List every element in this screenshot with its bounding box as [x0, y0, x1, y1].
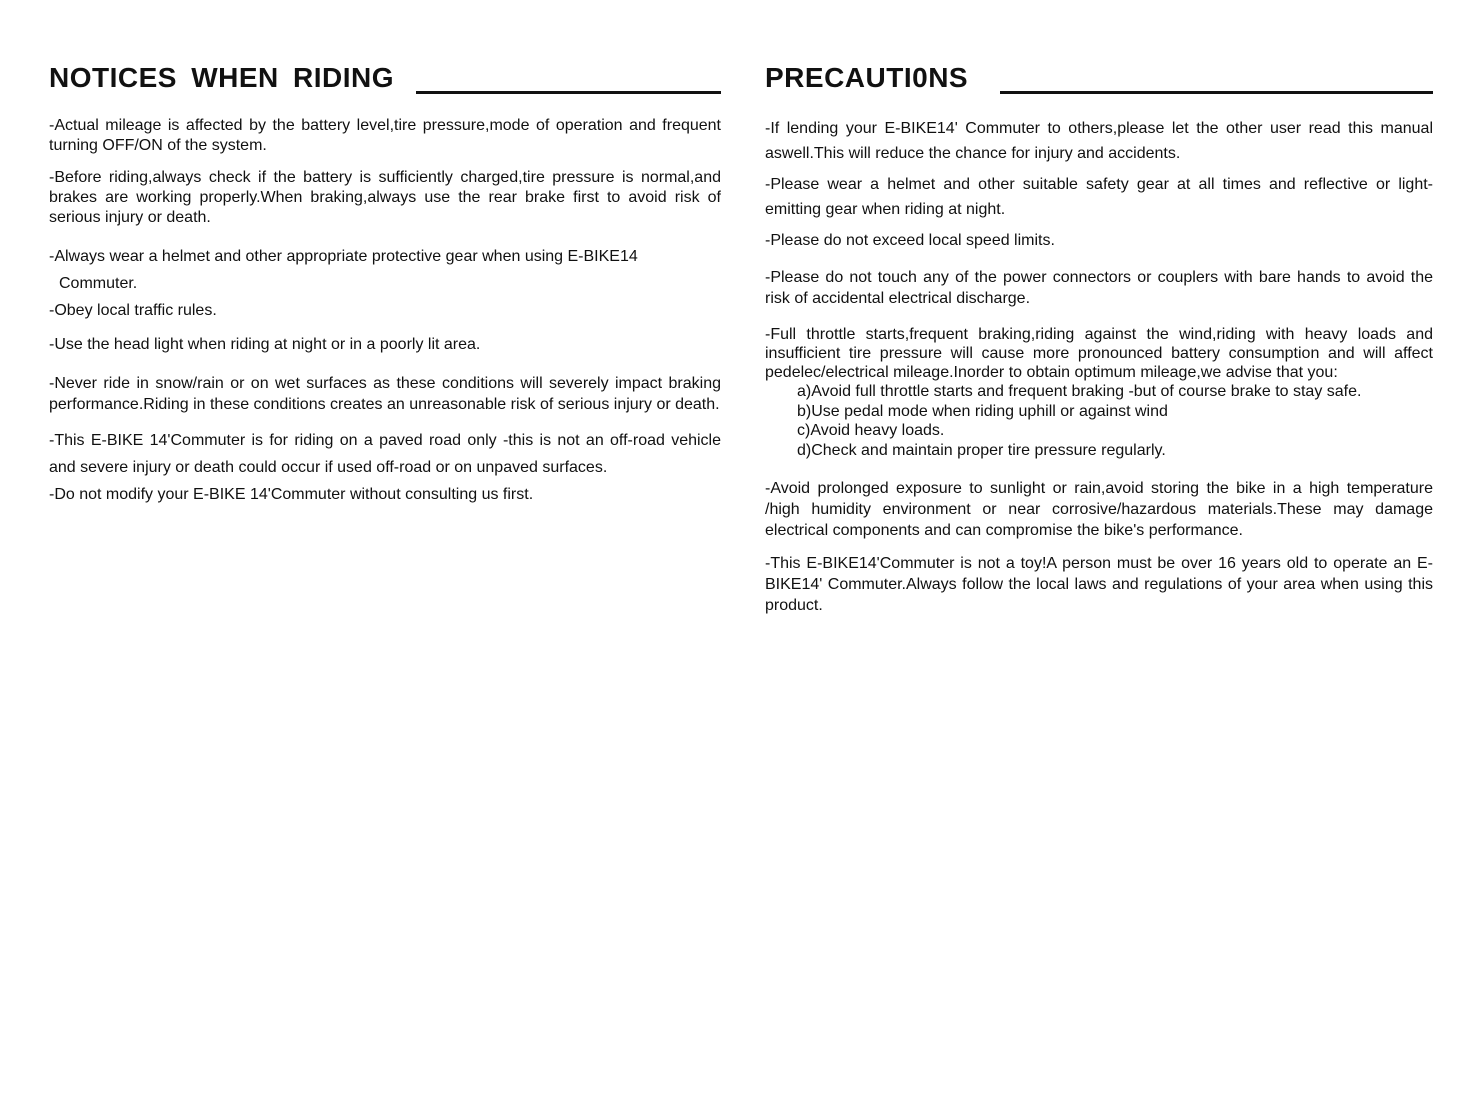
advice-item: a)Avoid full throttle starts and frequent braking -but of course brake to stay safe. — [797, 383, 1362, 400]
notice-mileage: -Actual mileage is affected by the battery level,tire pressure,mode of operation and frequent turning OFF/ON of the system. — [49, 117, 721, 154]
precautions-column — [765, 62, 1433, 628]
precaution-speed-limits: -Please do not exceed local speed limits. — [765, 232, 1055, 249]
notice-pre-ride-check: -Before riding,always check if the battery is sufficiently charged,tire pressure is normal,and brakes are working properly.When braking,always use the rear brake first to avoid risk of serious injury or death. — [49, 169, 721, 226]
advice-list — [797, 382, 1433, 460]
notice-traffic-rules: -Obey local traffic rules. — [49, 302, 217, 319]
notice-no-modify: -Do not modify your E-BIKE 14'Commuter without consulting us first. — [49, 486, 534, 503]
notices-heading-row — [49, 62, 721, 94]
notices-title: NOTICES WHEN RIDING — [49, 62, 395, 93]
notice-wet-surfaces: -Never ride in snow/rain or on wet surfaces as these conditions will severely impact braking performance.Riding in these conditions creates an unreasonable risk of serious injury or death. — [49, 375, 721, 413]
precaution-lending: -If lending your E-BIKE14' Commuter to others,please let the other user read this manual aswell.This will reduce the chance for injury and accidents. — [765, 120, 1433, 162]
notice-helmet-cont: Commuter. — [59, 275, 138, 292]
precaution-connectors: -Please do not touch any of the power connectors or couplers with bare hands to avoid the risk of accidental electrical discharge. — [765, 269, 1433, 307]
advice-item: d)Check and maintain proper tire pressure regularly. — [797, 441, 1166, 459]
precaution-not-a-toy: -This E-BIKE14'Commuter is not a toy!A person must be over 16 years old to operate an E-BIKE14' Commuter.Always follow the local laws and regulations of your area when using this product. — [765, 555, 1433, 614]
notice-paved-road: -This E-BIKE 14'Commuter is for riding on a paved road only -this is not an off-road vehicle and severe injury or death could occur if used off-road or on unpaved surfaces. — [49, 432, 721, 476]
advice-item: c)Avoid heavy loads. — [797, 422, 945, 439]
precautions-title: PRECAUTI0NS — [765, 62, 969, 93]
precaution-exposure: -Avoid prolonged exposure to sunlight or rain,avoid storing the bike in a high temperature /high humidity environment or near corrosive/hazardous materials.These may damage electrical components and can compromise the bike's performance. — [765, 480, 1433, 539]
heading-rule — [416, 91, 721, 94]
precaution-battery-consumption: -Full throttle starts,frequent braking,riding against the wind,riding with heavy loads and insufficient tire pressure will cause more pronounced battery consumption and will affect pedelec/electrical mileage.Inorder to obtain optimum mileage,we advise that you: — [765, 326, 1433, 381]
precautions-heading-row — [765, 62, 1433, 94]
notice-head-light: -Use the head light when riding at night or in a poorly lit area. — [49, 336, 481, 353]
heading-rule — [1000, 91, 1433, 94]
notice-helmet: -Always wear a helmet and other appropriate protective gear when using E-BIKE14 — [49, 248, 638, 265]
notices-column — [49, 62, 721, 513]
precaution-safety-gear: -Please wear a helmet and other suitable safety gear at all times and reflective or light-emitting gear when riding at night. — [765, 176, 1433, 218]
advice-item: b)Use pedal mode when riding uphill or against wind — [797, 402, 1168, 420]
